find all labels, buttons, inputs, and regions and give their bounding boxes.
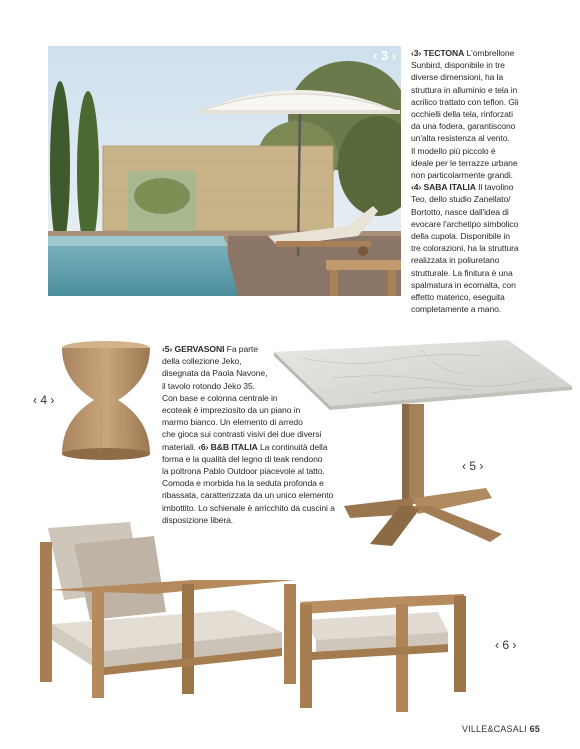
text-line: un'alta resistenza al vento.: [411, 133, 510, 144]
text-line: Teo, dello studio Zanellato/: [411, 194, 511, 205]
text-line: disposizione libera.: [162, 514, 234, 525]
text-line: Sunbird, disponibile in tre: [411, 60, 505, 71]
item-number-6: ‹ 6 ›: [495, 638, 517, 652]
product-pablo-armchair: [34, 520, 300, 700]
text-line: materiali. ‹6› B&B ITALIA La continuità della: [162, 441, 328, 452]
text-line: da una fodera, garantiscono: [411, 121, 516, 132]
text-line: evocare l'archetipo simbolico: [411, 218, 519, 229]
text-line: forma e la qualità del legno di teak rendono: [162, 453, 323, 464]
text-line: imbottito. Lo schienale è arricchito da cuscini a: [162, 502, 335, 513]
item-number-4: ‹ 4 ›: [33, 393, 55, 407]
text-line: della cupola. Disponibile in: [411, 231, 510, 242]
text-line: struttura in alluminio e tela in: [411, 84, 518, 95]
text-line: ‹4› SABA ITALIA Il tavolino: [411, 182, 514, 193]
text-line: spalmatura in ecomalta, con: [411, 279, 516, 290]
text-line: realizzata in poliuretano: [411, 255, 500, 266]
item-number-3: ‹ 3 ›: [373, 48, 397, 63]
text-line: marmo bianco. Un elemento di arredo: [162, 417, 303, 428]
product-teo-side-table: [58, 340, 154, 462]
text-line: ‹3› TECTONA L'ombrellone: [411, 48, 515, 58]
text-line: Il modello più piccolo è: [411, 145, 496, 156]
text-line: acrilico trattato con teflon. Gli: [411, 96, 519, 107]
text-line: Con base e colonna centrale in: [162, 392, 278, 403]
text-line: la poltrona Pablo Outdoor piacevole al tatto.: [162, 466, 325, 477]
text-line: non particolarmente grandi.: [411, 170, 513, 181]
text-block-tectona-saba: [411, 47, 576, 315]
text-line: ecoteak è impreziosito da un piano in: [162, 405, 301, 416]
product-pablo-ottoman: [298, 592, 470, 714]
text-line: ideale per le terrazze urbane: [411, 157, 518, 168]
text-line: effetto materico, eseguita: [411, 292, 505, 303]
text-line: Comoda e morbida ha la seduta profonda e: [162, 478, 324, 489]
text-line: tre colorazioni, ha la struttura: [411, 243, 519, 254]
text-line: Bortotto, nasce dall'idea di: [411, 206, 509, 217]
magazine-name: VILLE&CASALI: [461, 724, 527, 734]
page-number: 65: [529, 724, 540, 734]
page-footer: [462, 724, 540, 734]
item-number-5: ‹ 5 ›: [462, 459, 484, 473]
text-line: della collezione Jeko,: [162, 356, 242, 367]
photo-umbrella-pool: [48, 46, 401, 296]
product-jeko-marble-table: [272, 338, 574, 556]
text-line: disegnata da Paola Navone,: [162, 368, 268, 379]
text-line: il tavolo rotondo Jeko 35.: [162, 380, 255, 391]
text-line: completamente a mano.: [411, 304, 502, 315]
text-line: che gioca sui contrasti visivi dei due diversi: [162, 429, 322, 440]
text-line: occhielli della tela, rinforzati: [411, 109, 513, 120]
text-line: ribassata, caratterizzata da un unico elemento: [162, 490, 334, 501]
text-line: ‹5› GERVASONI Fa parte: [162, 344, 258, 354]
text-line: diverse dimensioni, ha la: [411, 72, 504, 83]
text-line: strutturale. La finitura è una: [411, 267, 513, 278]
